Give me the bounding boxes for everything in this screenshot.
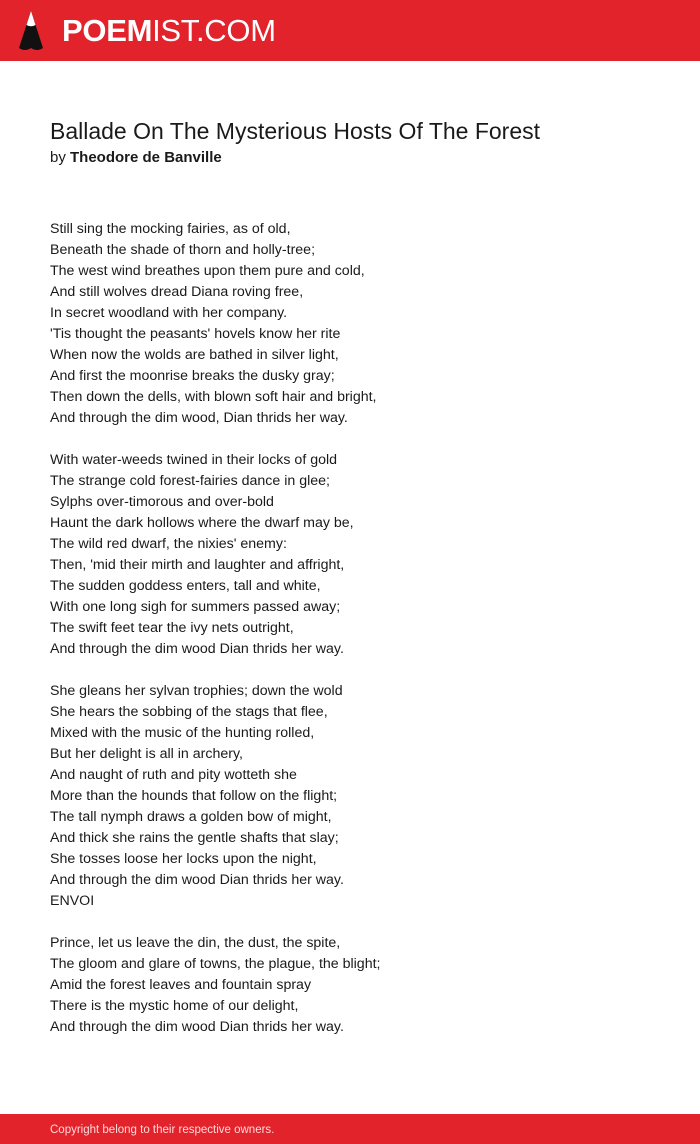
poem-line: And through the dim wood Dian thrids her way.: [50, 641, 344, 657]
stanza: [50, 450, 670, 660]
poem-line: And through the dim wood, Dian thrids her way.: [50, 410, 348, 426]
poem-title: Ballade On The Mysterious Hosts Of The Forest: [50, 118, 541, 144]
poem-line: And through the dim wood Dian thrids her way.: [50, 1019, 344, 1035]
poem-line: With water-weeds twined in their locks of gold: [50, 452, 338, 468]
poem-line: And still wolves dread Diana roving free,: [50, 284, 304, 300]
poem-line: Then down the dells, with blown soft hair and bright,: [50, 389, 377, 405]
poem-line: Haunt the dark hollows where the dwarf may be,: [50, 515, 354, 531]
poem-line: The sudden goddess enters, tall and white,: [50, 578, 321, 594]
pencil-tip-icon[interactable]: [18, 10, 44, 52]
poem-line: The wild red dwarf, the nixies' enemy:: [50, 536, 287, 552]
poem-line: Prince, let us leave the din, the dust, the spite,: [50, 935, 341, 951]
stanza: [50, 219, 670, 429]
poem-body: [50, 219, 670, 1038]
poem-line: The tall nymph draws a golden bow of might,: [50, 809, 332, 825]
site-header: [0, 0, 700, 61]
poem-line: Still sing the mocking fairies, as of old,: [50, 221, 291, 237]
poem-line: And first the moonrise breaks the dusky gray;: [50, 368, 335, 384]
poem-line: Amid the forest leaves and fountain spray: [50, 977, 312, 993]
poem-line: But her delight is all in archery,: [50, 746, 243, 762]
poem-line: She hears the sobbing of the stags that flee,: [50, 704, 328, 720]
poem-line: ENVOI: [50, 893, 95, 909]
poem-line: She gleans her sylvan trophies; down the wold: [50, 683, 343, 699]
poem-line: Then, 'mid their mirth and laughter and affright,: [50, 557, 345, 573]
poem-line: And through the dim wood Dian thrids her way.: [50, 872, 344, 888]
poem-line: Mixed with the music of the hunting rolled,: [50, 725, 315, 741]
stanza-gap: [50, 912, 670, 933]
poem-line: The west wind breathes upon them pure and cold,: [50, 263, 365, 279]
poem-line: The swift feet tear the ivy nets outright,: [50, 620, 294, 636]
site-logo[interactable]: [62, 12, 276, 50]
poem-line: In secret woodland with her company.: [50, 305, 288, 321]
poem-line: Beneath the shade of thorn and holly-tree;: [50, 242, 316, 258]
stanza-gap: [50, 660, 670, 681]
poem-line: With one long sigh for summers passed away;: [50, 599, 341, 615]
site-footer: [0, 1114, 700, 1144]
poem-line: And naught of ruth and pity wotteth she: [50, 767, 297, 783]
stanza: [50, 933, 670, 1038]
poem-line: 'Tis thought the peasants' hovels know her rite: [50, 326, 341, 342]
poem-line: She tosses loose her locks upon the night,: [50, 851, 317, 867]
byline: [50, 148, 222, 168]
poem-line: Sylphs over-timorous and over-bold: [50, 494, 274, 510]
poem-line: More than the hounds that follow on the flight;: [50, 788, 338, 804]
poem-line: The strange cold forest-fairies dance in glee;: [50, 473, 330, 489]
poem-author: Theodore de Banville: [70, 149, 222, 166]
logo-light-text: IST.COM: [152, 13, 276, 48]
poem-line: And thick she rains the gentle shafts that slay;: [50, 830, 339, 846]
stanza: [50, 681, 670, 912]
poem-line: The gloom and glare of towns, the plague, the blight;: [50, 956, 381, 972]
poem-line: There is the mystic home of our delight,: [50, 998, 299, 1014]
stanza-gap: [50, 429, 670, 450]
copyright-text: Copyright belong to their respective owners.: [50, 1124, 275, 1136]
poem-line: When now the wolds are bathed in silver light,: [50, 347, 339, 363]
by-label: by: [50, 149, 66, 166]
logo-bold-text: POEM: [62, 13, 153, 48]
